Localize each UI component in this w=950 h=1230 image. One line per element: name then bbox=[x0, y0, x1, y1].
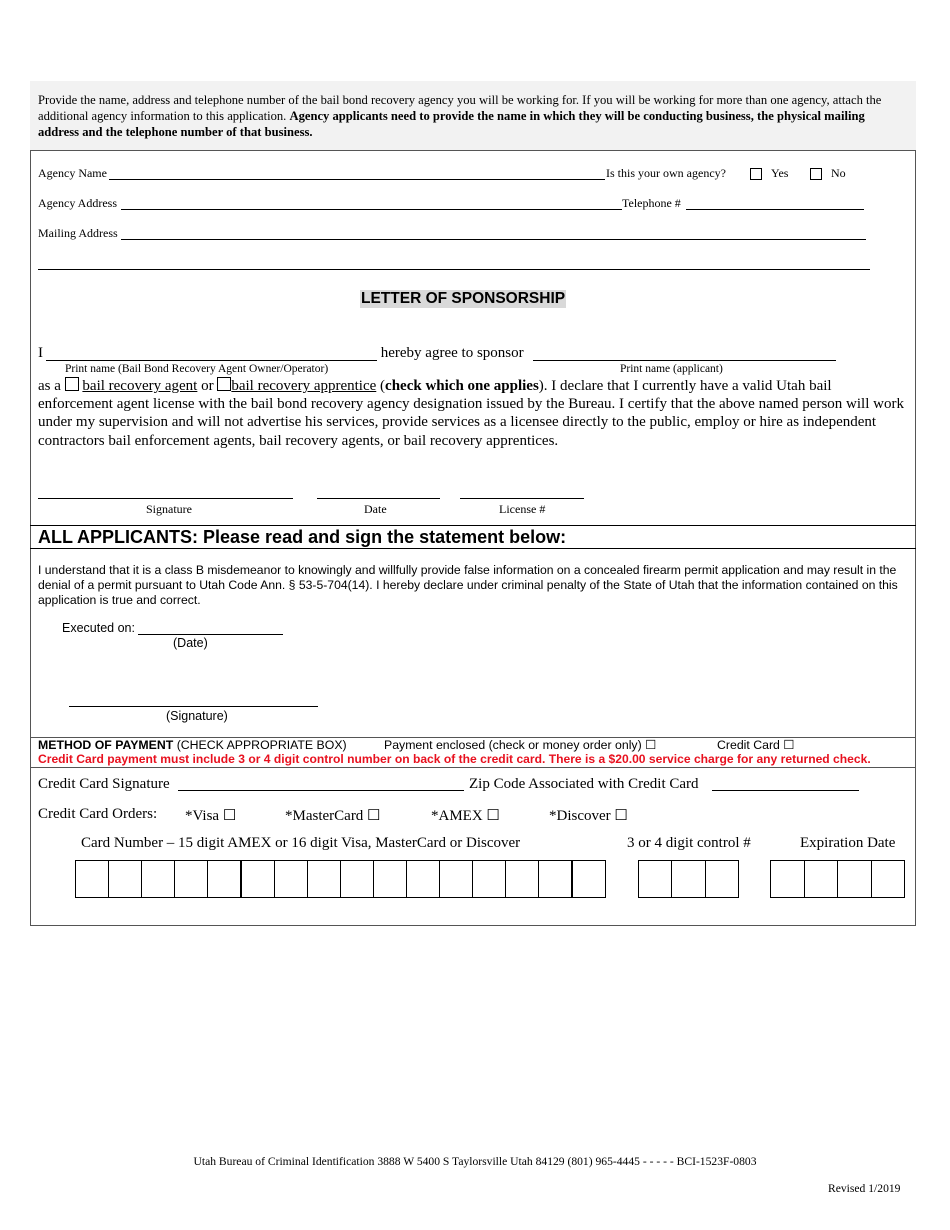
sponsor-applicant-name-field[interactable] bbox=[533, 360, 836, 361]
own-agency-yes-checkbox[interactable] bbox=[750, 168, 762, 180]
expiration-date-label: Expiration Date bbox=[800, 835, 896, 851]
control-number-cell[interactable] bbox=[705, 860, 739, 898]
as-a-text: as a bbox=[38, 378, 65, 394]
card-number-cell[interactable] bbox=[538, 860, 572, 898]
sponsorship-declaration bbox=[38, 377, 908, 450]
executed-date-field[interactable] bbox=[138, 634, 283, 635]
print-name-owner-caption: Print name (Bail Bond Recovery Agent Owner/Operator) bbox=[65, 363, 329, 375]
or-text: or bbox=[197, 378, 218, 394]
control-number-cell[interactable] bbox=[638, 860, 672, 898]
sponsor-signature-field[interactable] bbox=[38, 498, 293, 499]
intro-bold-text: Agency applicants need to provide the name in which they will be conducting business, the physical mailing address and the telephone number of that business. bbox=[38, 109, 865, 139]
expiration-date-cell[interactable] bbox=[804, 860, 839, 898]
expiration-date-cell[interactable] bbox=[837, 860, 872, 898]
sponsor-signature-caption: Signature bbox=[146, 502, 192, 516]
expiration-date-cell[interactable] bbox=[871, 860, 906, 898]
telephone-field[interactable] bbox=[686, 209, 864, 210]
check-which-one-applies: check which one applies bbox=[385, 378, 539, 394]
executed-date-caption: (Date) bbox=[173, 636, 208, 650]
telephone-label: Telephone # bbox=[622, 196, 681, 210]
sponsor-date-field[interactable] bbox=[317, 498, 440, 499]
credit-card-warning: Credit Card payment must include 3 or 4 digit control number on back of the credit card. There is a $20.00 service charge for any returned check. bbox=[38, 752, 871, 766]
executed-on-label: Executed on: bbox=[62, 621, 139, 635]
applicant-signature-caption: (Signature) bbox=[166, 709, 228, 723]
control-number-label: 3 or 4 digit control # bbox=[627, 835, 751, 851]
card-number-cell[interactable] bbox=[472, 860, 506, 898]
card-number-cell[interactable] bbox=[274, 860, 308, 898]
sponsor-owner-name-field[interactable] bbox=[46, 360, 377, 361]
intro-text: Provide the name, address and telephone number of the bail bond recovery agency you will be working for. If you will be working for more than one agency, attach the additional agency information to this application. bbox=[38, 93, 882, 123]
card-number-cell[interactable] bbox=[75, 860, 109, 898]
sponsorship-title: LETTER OF SPONSORSHIP bbox=[361, 290, 566, 307]
bail-recovery-apprentice-option: bail recovery apprentice bbox=[231, 378, 377, 394]
bail-recovery-agent-checkbox[interactable] bbox=[65, 377, 79, 391]
card-number-cell[interactable] bbox=[439, 860, 473, 898]
zip-code-label: Zip Code Associated with Credit Card bbox=[469, 776, 703, 792]
card-number-cell[interactable] bbox=[241, 860, 275, 898]
own-agency-no-label: No bbox=[831, 166, 846, 180]
own-agency-no-checkbox[interactable] bbox=[810, 168, 822, 180]
card-number-cell[interactable] bbox=[174, 860, 208, 898]
card-number-cell[interactable] bbox=[207, 860, 241, 898]
card-number-cell[interactable] bbox=[307, 860, 341, 898]
divider bbox=[30, 548, 916, 549]
visa-option[interactable]: *Visa ☐ bbox=[185, 808, 237, 824]
divider bbox=[30, 767, 916, 768]
discover-option[interactable]: *Discover ☐ bbox=[549, 808, 628, 824]
bail-recovery-apprentice-checkbox[interactable] bbox=[217, 377, 231, 391]
divider bbox=[30, 525, 916, 526]
mailing-address-field-line2[interactable] bbox=[38, 269, 870, 270]
check-open-paren: ( bbox=[376, 378, 386, 394]
intro-instructions bbox=[30, 81, 916, 151]
own-agency-question: Is this your own agency? bbox=[606, 166, 726, 180]
cc-signature-field[interactable] bbox=[178, 790, 464, 791]
card-number-label: Card Number – 15 digit AMEX or 16 digit Visa, MasterCard or Discover bbox=[81, 835, 521, 851]
sponsor-license-caption: License # bbox=[499, 502, 546, 516]
cc-signature-label: Credit Card Signature bbox=[38, 776, 174, 792]
card-number-cell[interactable] bbox=[340, 860, 374, 898]
agency-name-field[interactable] bbox=[109, 179, 605, 180]
misdemeanor-statement: I understand that it is a class B misdemeanor to knowingly and willfully provide false information on a concealed firearm permit application and may result in the denial of a permit pursuant to Utah Code Ann. § 53-5-704(14). I hereby declare under criminal penalty of the State of Utah that the information contained on this application is true and correct. bbox=[38, 563, 898, 607]
credit-card-option[interactable]: Credit Card ☐ bbox=[717, 738, 795, 752]
agree-text: hereby agree to sponsor bbox=[377, 345, 528, 361]
control-number-cell[interactable] bbox=[671, 860, 705, 898]
applicant-signature-field[interactable] bbox=[69, 706, 318, 707]
card-number-cell[interactable] bbox=[141, 860, 175, 898]
declaration-text: ). I declare that I currently have a valid Utah bail enforcement agent license with the bail bond recovery agency designation issued by the Bureau. I certify that the above named person will work under my supervision and will not advertise his services, provide services as a licensee directly to the public, employ or hire as independent contractors bail enforcement agents, bail recovery agents, or bail recovery apprentices. bbox=[38, 378, 904, 449]
card-number-cell[interactable] bbox=[406, 860, 440, 898]
mailing-address-field[interactable] bbox=[121, 239, 866, 240]
expiration-date-cell[interactable] bbox=[770, 860, 805, 898]
method-of-payment-label: METHOD OF PAYMENT bbox=[38, 738, 174, 752]
card-number-cell[interactable] bbox=[373, 860, 407, 898]
sponsor-license-field[interactable] bbox=[460, 498, 584, 499]
all-applicants-heading: ALL APPLICANTS: Please read and sign the statement below: bbox=[38, 527, 567, 547]
print-name-applicant-caption: Print name (applicant) bbox=[620, 363, 723, 375]
sponsor-date-caption: Date bbox=[364, 502, 387, 516]
agency-name-label: Agency Name bbox=[38, 166, 107, 180]
method-instruction: (CHECK APPROPRIATE BOX) bbox=[176, 738, 347, 752]
bail-recovery-agent-option: bail recovery agent bbox=[82, 378, 198, 394]
payment-method-row bbox=[38, 738, 347, 752]
revised-date: Revised 1/2019 bbox=[828, 1182, 901, 1195]
mailing-address-label: Mailing Address bbox=[38, 226, 118, 240]
zip-code-field[interactable] bbox=[712, 790, 859, 791]
card-number-cell[interactable] bbox=[505, 860, 539, 898]
card-number-cell[interactable] bbox=[572, 860, 606, 898]
agency-address-label: Agency Address bbox=[38, 196, 117, 210]
own-agency-yes-label: Yes bbox=[771, 166, 789, 180]
cc-orders-label: Credit Card Orders: bbox=[38, 806, 158, 822]
agency-address-field[interactable] bbox=[121, 209, 622, 210]
footer-address: Utah Bureau of Criminal Identification 3888 W 5400 S Taylorsville Utah 84129 (801) 965-4445 - - - - - BCI-1523F-0803 bbox=[193, 1155, 757, 1168]
payment-enclosed-option[interactable]: Payment enclosed (check or money order only) ☐ bbox=[384, 738, 657, 752]
card-number-cell[interactable] bbox=[108, 860, 142, 898]
amex-option[interactable]: *AMEX ☐ bbox=[431, 808, 500, 824]
mastercard-option[interactable]: *MasterCard ☐ bbox=[285, 808, 381, 824]
sponsor-i-label: I bbox=[38, 345, 43, 361]
